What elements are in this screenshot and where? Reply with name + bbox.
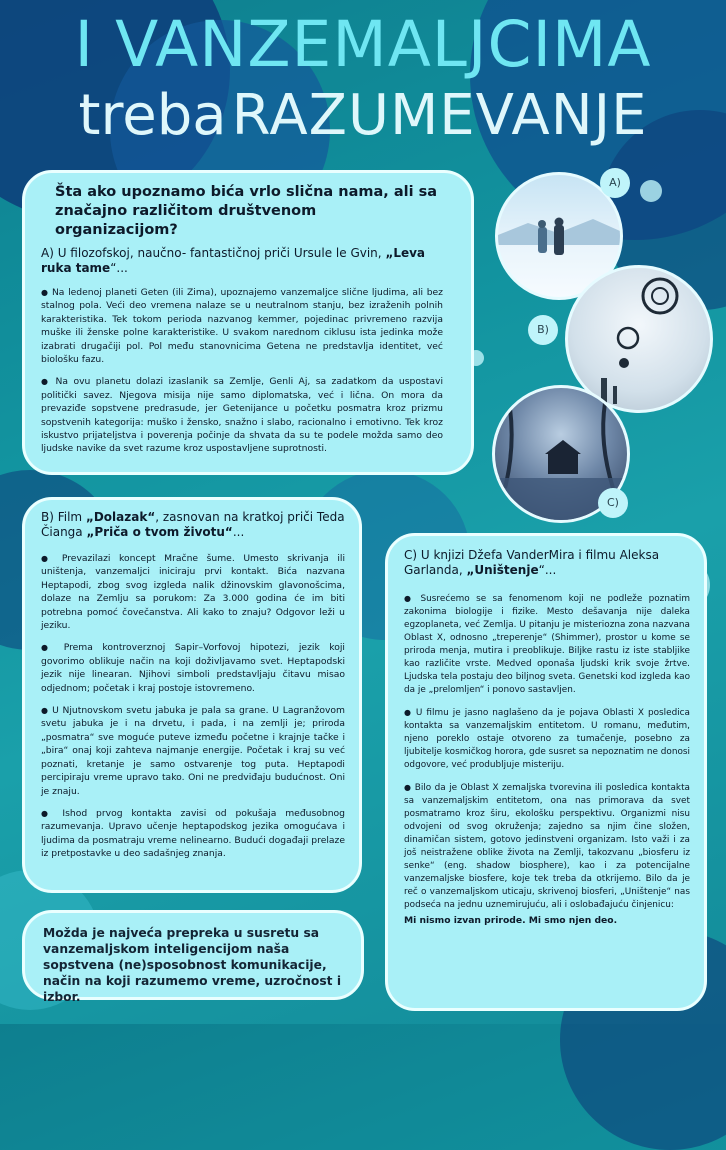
section-c-closing: Mi nismo izvan prirode. Mi smo njen deo.	[404, 915, 618, 926]
page-title: I VANZEMALJCIMA	[74, 8, 652, 81]
section-b-paragraph-4: ● Ishod prvog kontakta zavisi od pokušaja međusobnog razumevanja. Upravo učenje heptapodskog jezika omogućava i ljudima da posmatraju vreme nelinearno. Budući događaji prelaze iz pretpostavke u deo sadašnjeg znanja.	[41, 807, 345, 861]
section-c-paragraph-1: ● Susrećemo se sa fenomenom koji ne podleže poznatim zakonima biologije i fizike. Mesto dešavanja nije daleka egzoplaneta, već Zemlja. U pitanju je misteriozna zona nazvana Oblast X, odnosno „treperenje“ (Shimmer), prostor u kome se priroda menja, mutira i preoblikuje. Biljke rastu iz iste stabljike kao različite vrste. Medved oponaša ljudski krik svoje žrtve. Ljudska tela postaju deo biljnog sveta. Genetski kod izgleda kao da je „prelomljen“ i ponovo sastavljen.	[404, 592, 690, 697]
section-a-heading: A) U filozofskoj, naučno- fantastičnoj priči Ursule le Gvin, „Leva ruka tame“...	[41, 246, 426, 275]
book-film-title: „Uništenje	[466, 563, 539, 577]
section-a-paragraph-2: ● Na ovu planetu dolazi izaslanik sa Zemlje, Genli Aj, sa zadatkom da uspostavi politički savez. Njegova misija nije samo diplomatska, već i lična. On mora da prevaziđe sopstvene predrasude, jer Getenijance u početku posmatra kroz prizmu sopstvenih kategorija: muško i žensko, snažno i slabo, racionalno i emotivno. Tek kroz iskustvo prijateljstva i poverenja počinje da shvata da su te podele možda samo deo ljudske navike da svet razume kroz uspostavljene suprotnosti.	[41, 375, 443, 455]
section-b-heading: B) Film „Dolazak“, zasnovan na kratkoj priči Teda Čianga „Priča o tvom životu“...	[41, 510, 345, 539]
book-title: „Leva ruka tame	[41, 246, 426, 275]
page-subtitle	[0, 83, 726, 148]
section-b-paragraph-3: ● U Njutnovskom svetu jabuka je pala sa grane. U Lagranžovom svetu jabuka je i na drvetu, i pada, i na zemlji je; priroda „posmatra“ sve moguće puteve između početne i krajnje tačke i „bira“ onaj koji zahteva najmanje energije. Početak i kraj su već poznati, kretanje je samo ostvarenje tog puta. Heptapodi percipiraju vreme upravo tako. Oni ne predviđaju budućnost. Oni je znaju.	[41, 704, 345, 798]
subtitle-small: treba	[78, 83, 227, 148]
section-c-heading: C) U knjizi Džefa VanderMira i filmu Aleksa Garlanda, „Uništenje“...	[404, 548, 660, 577]
image-tag-b: B)	[528, 315, 558, 345]
section-a-paragraph-1: ● Na ledenoj planeti Geten (ili Zima), upoznajemo vanzemaljce slične ljudima, ali bez stalnog pola. Veći deo vremena nalaze se u neutralnom stanju, bez izraženih polnih karakteristika. Tek tokom perioda nazvanog kemmer, pojedinac privremeno razvija muške ili ženske polne karakteristike. U svakom narednom ciklusu ista jedinka može izabrati drugačiji pol. Pol među stanovnicima Getena ne predstavlja identitet, već biološku fazu.	[41, 286, 443, 366]
image-tag-c: C)	[598, 488, 628, 518]
section-c-paragraph-3: ● Bilo da je Oblast X zemaljska tvorevina ili posledica kontakta sa vanzemaljskim entitetom, ona nas primorava da svet posmatramo kroz širu, ekološku perspektivu. Organizmi nisu odvojeni od svog okruženja; zajedno sa njim čine složen, dinamičan sistem, gotovo jedinstveni organizam. Isto važi i za još neistražene oblike života na Zemlji, takozvanu „biosferu iz senke“ (eng. shadow biosphere), kao i za potencijalne vanzemaljske biosfere, koje tek treba da otkrijemo. Bilo da je reč o vanzemaljskom uticaju, skrivenoj biosferi, „Uništenje“ nas podseća na jednu uznemirujuću, ali i oslobađajuću činjenicu:	[404, 781, 690, 912]
heptapod-logogram-icon	[568, 268, 710, 410]
film-title: „Dolazak“	[85, 510, 156, 524]
image-tag-a: A)	[600, 168, 630, 198]
section-b-box	[22, 497, 362, 893]
conclusion-text: Možda je najveća prepreka u susretu sa vanzemaljskom inteligencijom naša sopstvena (ne)sposobnost komunikacije, način na koji razumemo vreme, uzročnost i izbor.	[43, 926, 342, 1004]
subtitle-big: RAZUMEVANJE	[231, 83, 648, 148]
section-b-paragraph-1: ● Prevazilazi koncept Mračne šume. Umesto skrivanja ili uništenja, vanzemaljci iniciraju prvi kontakt. Bića nazvana Heptapodi, zbog svog izgleda nalik džinovskim glavonošcima, dolaze na Zemlju sa porukom: Za 3.000 godina će im biti potrebna pomoć čovečanstva. Ali kako to znaju? Odgovor leži u jeziku.	[41, 552, 345, 632]
section-c-paragraph-2: ● U filmu je jasno naglašeno da je pojava Oblasti X posledica kontakta sa vanzemaljskim entitetom. U romanu, međutim, njeno poreklo ostaje otvoreno za tumačenje, posebno za ljubitelje kosmičkog horora, gde susret sa nepoznatim ne donosi odgovore, već produbljuje misteriju.	[404, 706, 690, 772]
conclusion-box	[22, 910, 364, 1004]
section-b-paragraph-2: ● Prema kontroverznoj Sapir–Vorfovoj hipotezi, jezik koji govorimo oblikuje način na koji doživljavamo svet. Heptapodski jezik nije linearan. Njihovi simboli predstavljaju čitavu misao odjednom; početak i kraj postoje istovremeno.	[41, 641, 345, 695]
story-title: „Priča o tvom životu“	[86, 525, 233, 539]
section-a-question: Šta ako upoznamo bića vrlo slična nama, ali sa značajno različitom društvenom organizacijom?	[55, 184, 438, 238]
section-a-box	[22, 170, 474, 475]
background-blob	[640, 180, 662, 202]
section-c-box	[385, 533, 707, 1011]
